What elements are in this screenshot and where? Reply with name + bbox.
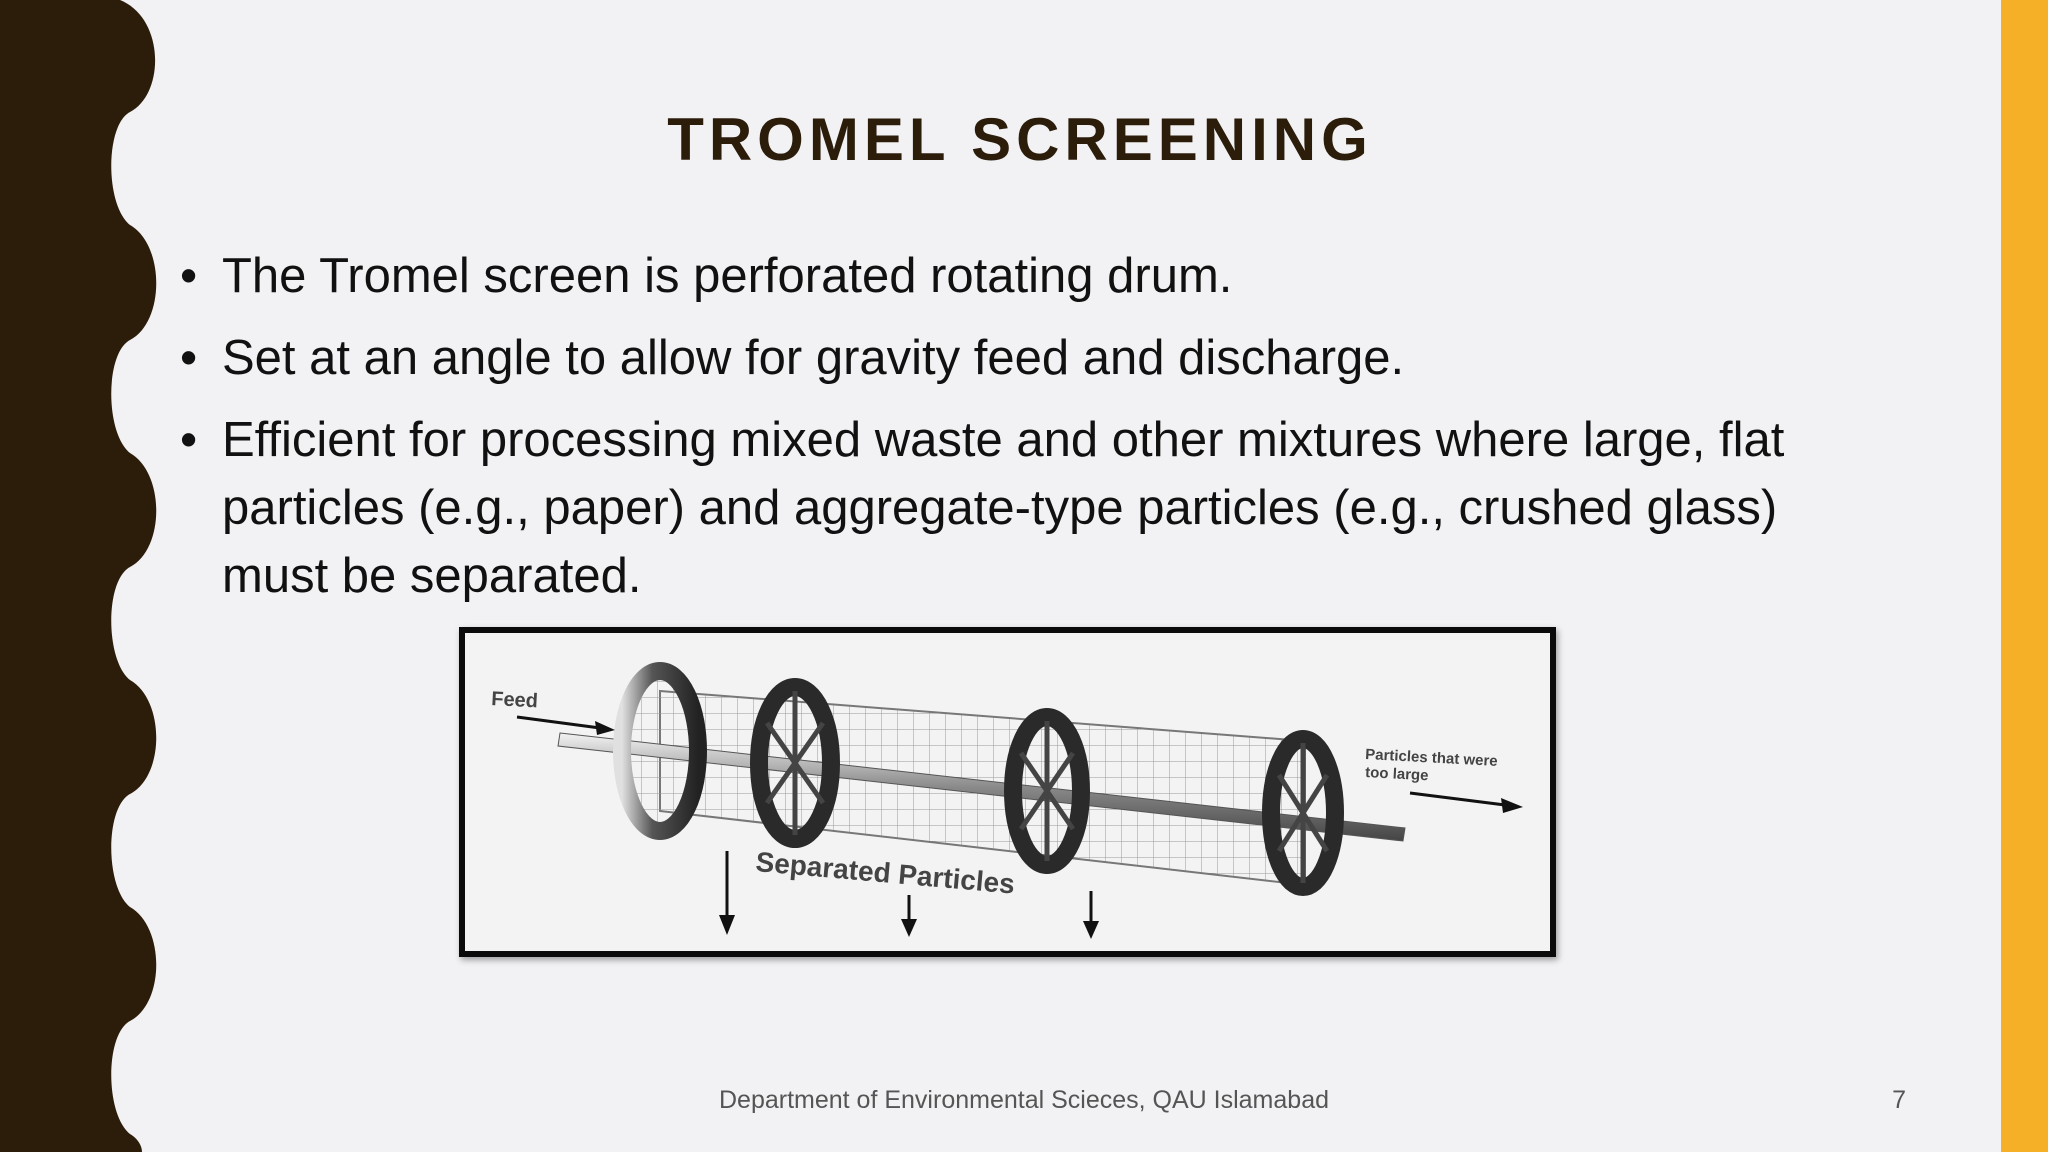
page-number: 7 (1892, 1086, 1906, 1114)
wavy-left-border (0, 0, 160, 1152)
feed-arrow-icon (517, 717, 615, 735)
down-arrow-icon (1083, 891, 1099, 939)
feed-label: Feed (490, 688, 539, 713)
bullet-text: The Tromel screen is perforated rotating drum. (222, 249, 1233, 303)
down-arrow-icon (719, 851, 735, 935)
bullet-dot-icon: • (180, 331, 198, 385)
bullet-item (180, 242, 1880, 310)
right-accent-bar (2001, 0, 2048, 1152)
bullet-text: Efficient for processing mixed waste and other mixtures where large, flat particles (e.g., paper) and aggregate-type particles (e.g., crushed glass) must be separated. (222, 413, 1785, 603)
bullet-dot-icon: • (180, 249, 198, 303)
down-arrow-icon (901, 895, 917, 937)
tromel-drum-illustration (465, 633, 1550, 951)
bullet-dot-icon: • (180, 413, 198, 467)
bullet-text: Set at an angle to allow for gravity feed and discharge. (222, 331, 1405, 385)
oversize-arrow-icon (1410, 793, 1523, 813)
bullet-item (180, 324, 1880, 392)
oversize-label-line1: Particles that were (1364, 746, 1499, 770)
oversize-label-line2: too large (1364, 764, 1429, 785)
slide-title: TROMEL SCREENING (667, 106, 1373, 173)
bullet-item (180, 406, 1880, 610)
tromel-diagram (459, 627, 1556, 957)
footer-text: Department of Environmental Scieces, QAU Islamabad (719, 1086, 1329, 1114)
bullet-list (180, 242, 1880, 624)
separated-particles-label: Separated Particles (754, 846, 1017, 900)
